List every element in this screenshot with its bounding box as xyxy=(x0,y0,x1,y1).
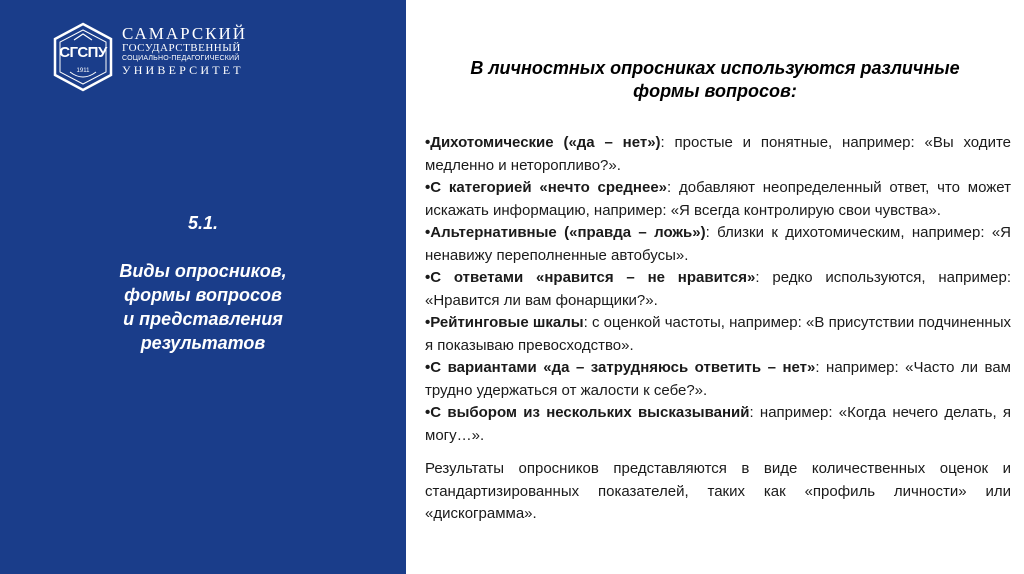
list-item xyxy=(425,267,1011,312)
summary-paragraph: Результаты опросников представляются в виде количественных оценок и стандартизированных показателей, таких как «профиль личности» или «дискограмма». xyxy=(425,460,1011,522)
logo-line-2: ГОСУДАРСТВЕННЫЙ xyxy=(122,42,241,54)
item-text: : простые и понятные, например: «Вы ходите медленно и неторопливо?». xyxy=(425,134,1011,174)
item-text: : с оценкой частоты, например: «В присутствии подчиненных я показываю превосходство». xyxy=(425,314,1011,354)
section-title-line: Виды опросников, xyxy=(119,261,287,281)
logo-abbreviation: СГСПУ xyxy=(59,44,107,61)
section-title-line: результатов xyxy=(140,333,266,353)
page-title-line-1: В личностных опросниках используются различные xyxy=(470,58,960,78)
item-text: : близки к дихотомическим, например: «Я ненавижу переполненные автобусы». xyxy=(425,224,1011,264)
item-term: •С ответами «нравится – не нравится» xyxy=(425,269,756,286)
section-title xyxy=(0,211,406,355)
section-number: 5.1. xyxy=(187,213,219,233)
item-text: : например: «Когда нечего делать, я могу…». xyxy=(425,404,1011,444)
page-title-line-2: формы вопросов: xyxy=(633,81,797,101)
list-item xyxy=(425,177,1011,222)
item-text: : например: «Часто ли вам трудно удержаться от жалости к себе?». xyxy=(425,359,1011,399)
item-term: •Рейтинговые шкалы xyxy=(425,314,584,331)
university-logo xyxy=(52,22,248,92)
list-item xyxy=(425,222,1011,267)
item-term: •С категорией «нечто среднее» xyxy=(425,179,668,196)
section-title-line: и представления xyxy=(123,309,283,329)
logo-line-4: УНИВЕРСИТЕТ xyxy=(122,63,244,77)
list-item xyxy=(425,312,1011,357)
item-term: •С выбором из нескольких высказываний xyxy=(425,404,750,421)
page-title xyxy=(418,57,1012,103)
section-title-line: формы вопросов xyxy=(124,285,282,305)
item-term: •С вариантами «да – затрудняюсь ответить – нет» xyxy=(425,359,816,376)
logo-line-1: САМАРСКИЙ xyxy=(122,24,248,43)
list-item xyxy=(425,132,1011,177)
logo-line-3: СОЦИАЛЬНО-ПЕДАГОГИЧЕСКИЙ xyxy=(122,55,240,62)
list-item xyxy=(425,357,1011,402)
item-text: : добавляют неопределенный ответ, что может искажать информацию, например: «Я всегда контролирую свои чувства». xyxy=(425,179,1011,219)
item-text: : редко используются, например: «Нравится ли вам фонарщики?». xyxy=(425,269,1011,309)
item-term: •Дихотомические («да – нет») xyxy=(425,134,661,151)
left-panel xyxy=(0,0,406,574)
content-body xyxy=(425,132,1011,526)
logo-year: 1911 xyxy=(76,68,90,74)
list-item xyxy=(425,402,1011,447)
logo-wordmark xyxy=(122,25,247,77)
item-term: •Альтернативные («правда – ложь») xyxy=(425,224,706,241)
